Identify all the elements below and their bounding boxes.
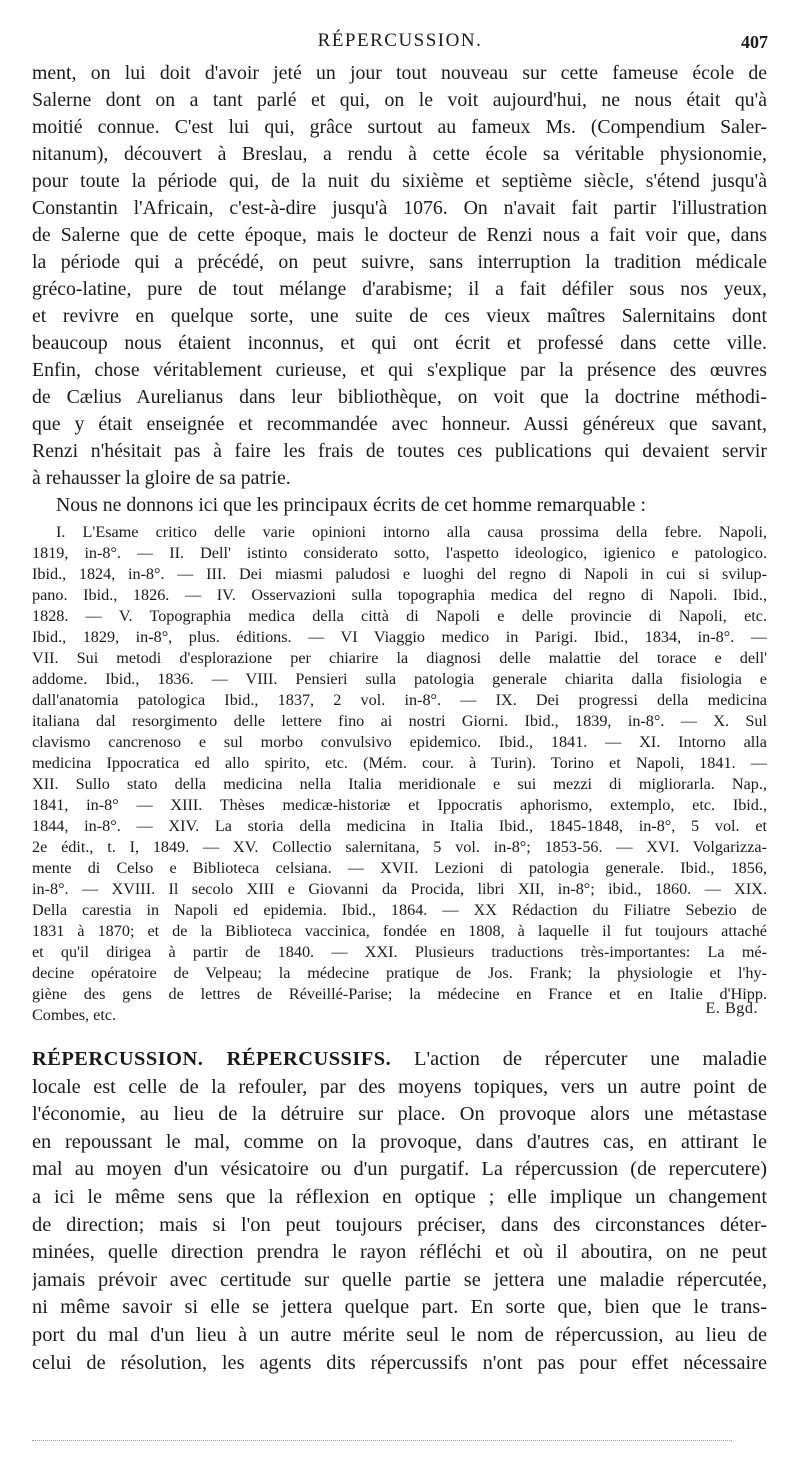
running-title: RÉPERCUSSION. [317, 30, 483, 51]
bibliography-line: medicina Ippocratica ed allo spirito, etc. (Mém. cour. à Turin). Torino et Napoli, 1841. — [32, 754, 767, 772]
article-line: l'économie, au lieu de la détruire sur place. On provoque alors une métastase [32, 1103, 767, 1126]
article-line: en repoussant le mal, comme on la provoque, dans d'autres cas, en attirant le [32, 1130, 767, 1153]
bibliography-list [32, 522, 767, 1026]
bibliography-line: 1819, in-8°. — II. Dell' istinto considerato sotto, l'aspetto ideologico, igienico e patologico. [32, 544, 767, 562]
bibliography-line: I. L'Esame critico delle varie opinioni intorno alla causa prossima della febre. Napoli, [56, 523, 767, 541]
bibliography-line: clavismo cancrenoso e sul morbo convulsivo epidemico. Ibid., 1841. — XI. Intorno alla [32, 733, 767, 751]
body-line: Constantin l'Africain, c'est-à-dire jusqu'à 1076. On n'avait fait partir l'illustration [32, 197, 767, 219]
bibliography-line: Ibid., 1829, in-8°, plus. éditions. — VI Viaggio medico in Parigi. Ibid., 1834, in-8°. — [32, 628, 767, 646]
article-first-line [32, 1046, 767, 1074]
bibliography-line: italiana dal resorgimento delle lettere fino ai nostri Giorni. Ibid., 1839, in-8°. — X. Sul [32, 712, 767, 730]
article-line: locale est celle de la refouler, par des moyens topiques, vers un autre point de [32, 1075, 767, 1098]
article-line: celui de résolution, les agents dits répercussifs n'ont pas pour effet nécessaire [32, 1351, 767, 1374]
body-line: de Cælius Aurelianus dans leur bibliothèque, on voit que la doctrine méthodi- [32, 386, 767, 408]
bibliography-line: 1831 à 1870; et de la Biblioteca vaccinica, fondée en 1808, à laquelle il fut toujours attaché [32, 922, 767, 940]
page-number: 407 [741, 32, 768, 52]
body-line: et revivre en quelque sorte, une suite de ces vieux maîtres Salernitains dont [32, 305, 767, 327]
bibliography-line: in-8°. — XVIII. Il secolo XIII e Giovanni da Procida, libri XII, in-8°; ibid., 1860. — XIX. [32, 880, 767, 898]
bibliography-line: giène des gens de lettres de Réveillé-Parise; la médecine en France et en Italie d'Hipp. [32, 985, 767, 1003]
body-line: la période qui a précédé, on peut suivre, sans interruption la tradition médicale [32, 251, 767, 273]
body-line: pour toute la période qui, de la nuit du sixième et septième siècle, s'étend jusqu'à [32, 170, 767, 192]
bibliography-line: 2e édit., t. I, 1849. — XV. Collectio salernitana, 5 vol. in-8°; 1853-56. — XVI. Volgarizza- [32, 838, 767, 856]
article-line: de direction; mais si l'on peut toujours préciser, dans des circonstances déter- [32, 1213, 767, 1236]
article-line: jamais prévoir avec certitude sur quelle partie se jettera une maladie répercutée, [32, 1268, 767, 1291]
bibliography-line: 1828. — V. Topographia medica della città di Napoli e delle provincie di Napoli, etc. [32, 607, 767, 625]
bibliography-line: VII. Sui metodi d'esplorazione per chiarire la diagnosi delle malattie del torace e dell' [32, 649, 767, 667]
article-headword: RÉPERCUSSION. RÉPERCUSSIFS. [32, 1048, 392, 1070]
article-repercussion [32, 1046, 767, 1377]
bibliography-line: pano. Ibid., 1826. — IV. Osservazioni sulla topographia medica del regno di Napoli. Ibid., [32, 586, 767, 604]
bibliography-line: 1841, in-8° — XIII. Thèses medicæ-historiæ et Ippocratis aphorismo, extemplo, etc. Ibid., [32, 796, 767, 814]
body-line: de Salerne que de cette époque, mais le docteur de Renzi nous a fait voir que, dans [32, 224, 767, 246]
bibliography-line: 1844, in-8°. — XIV. La storia della medicina in Italia Ibid., 1845-1848, in-8°, 5 vol. et [32, 817, 767, 835]
body-line: beaucoup nous étaient inconnus, et qui ont écrit et professé dans cette ville. [32, 332, 767, 354]
article-line: ni même savoir si elle se jettera quelque part. En sorte que, bien que le trans- [32, 1296, 767, 1319]
bibliography-line: Ibid., 1824, in-8°. — III. Dei miasmi paludosi e luoghi del regno di Napoli in cui si svilup- [32, 565, 767, 583]
article-first-line-text: L'action de répercuter une maladie [414, 1048, 767, 1070]
article-line: minées, quelle direction prendra le rayon réfléchi et où il aboutira, on ne peut [32, 1241, 767, 1264]
body-line: Renzi n'hésitait pas à faire les frais de toutes ces publications qui devaient servir [32, 440, 767, 462]
body-line: gréco-latine, pure de tout mélange d'arabisme; il a fait défiler sous nos yeux, [32, 278, 767, 300]
body-line: Enfin, chose véritablement curieuse, et qui s'explique par la présence des œuvres [32, 359, 767, 381]
footer-rule [32, 1440, 732, 1441]
bibliography-line: Combes, etc. [32, 1006, 117, 1024]
article-line: mal au moyen d'un vésicatoire ou d'un purgatif. La répercussion (de repercutere) [32, 1158, 767, 1181]
body-line: moitié connue. C'est lui qui, grâce surtout au fameux Ms. (Compendium Saler- [32, 116, 767, 138]
biography-continuation [32, 60, 767, 519]
page-header [32, 30, 768, 58]
body-line: Salerne dont on a tant parlé et qui, on le voit aujourd'hui, ne nous était qu'à [32, 89, 767, 111]
bibliography-intro: Nous ne donnons ici que les principaux écrits de cet homme remarquable : [56, 494, 646, 516]
bibliography-line: decine opératoire de Velpeau; la médecine pratique de Jos. Frank; la physiologie et l'hy- [32, 964, 767, 982]
body-line: que y était enseignée et recommandée avec honneur. Aussi généreux que savant, [32, 413, 767, 435]
article-line: a ici le même sens que la réflexion en optique ; elle implique un changement [32, 1185, 767, 1208]
bibliography-line: dall'anatomia patologica Ibid., 1837, 2 vol. in-8°. — IX. Dei progressi della medicina [32, 691, 767, 709]
body-line: nitanum), découvert à Breslau, a rendu à cette école sa véritable physionomie, [32, 143, 767, 165]
body-line: ment, on lui doit d'avoir jeté un jour tout nouveau sur cette fameuse école de [32, 62, 767, 84]
body-line: à rehausser la gloire de sa patrie. [32, 467, 291, 489]
article-line: port du mal d'un lieu à un autre mérite seul le nom de répercussion, au lieu de [32, 1323, 767, 1346]
bibliography-line: XII. Sullo stato della medicina nella Italia meridionale e sui mezzi di migliorarla. Nap., [32, 775, 767, 793]
author-signature: E. Bgd. [705, 999, 758, 1017]
bibliography-line: et qu'il dirigea à partir de 1840. — XXI. Plusieurs traductions très-importantes: La mé- [32, 943, 767, 961]
bibliography-line: mente di Celso e Biblioteca celsiana. — XVII. Lezioni di patologia generale. Ibid., 1856, [32, 859, 767, 877]
bibliography-line: addome. Ibid., 1836. — VIII. Pensieri sulla patologia generale chiarita dalla fisiologia e [32, 670, 767, 688]
bibliography-line: Della carestia in Napoli ed epidemia. Ibid., 1864. — XX Rédaction du Filiatre Sebezio de [32, 901, 767, 919]
